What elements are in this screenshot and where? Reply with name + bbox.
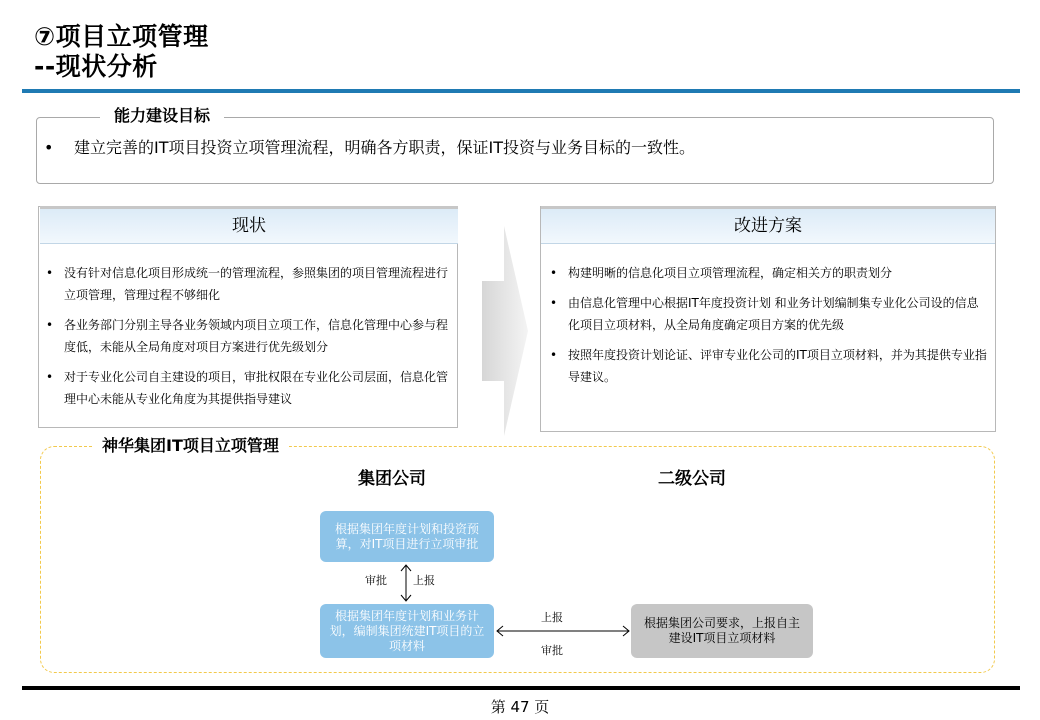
budget-approval-node: 根据集团年度计划和投资预算，对IT项目进行立项审批: [320, 511, 494, 562]
list-item: • 没有针对信息化项目形成统一的管理流程，参照集团的项目管理流程进行立项管理，管理过程不够细化: [40, 262, 450, 306]
improve-list: [544, 262, 990, 396]
approve-label-horizontal: 审批: [541, 644, 563, 657]
right-arrow-icon: [482, 226, 528, 436]
horizontal-double-arrow-icon: [494, 623, 632, 639]
title-divider: [22, 89, 1020, 93]
report-label-vertical: 上报: [413, 574, 435, 587]
goal-text: 建立完善的IT项目投资立项管理流程，明确各方职责，保证IT投资与业务目标的一致性。: [74, 138, 695, 157]
list-item: • 构建明晰的信息化项目立项管理流程，确定相关方的职责划分: [544, 262, 990, 284]
goal-heading: 能力建设目标: [100, 105, 224, 127]
report-label-horizontal: 上报: [541, 611, 563, 624]
current-heading: 现状: [40, 206, 458, 244]
list-item: • 按照年度投资计划论证、评审专业化公司的IT项目立项材料，并为其提供专业指导建议。: [544, 344, 990, 388]
title-line-1: ⑦项目立项管理: [34, 22, 209, 51]
current-list: [40, 262, 450, 418]
list-item: • 对于专业化公司自主建设的项目，审批权限在专业化公司层面，信息化管理中心未能从专业化角度为其提供指导建议: [40, 366, 450, 410]
org-heading: 神华集团IT项目立项管理: [92, 434, 289, 458]
subsidiary-label: 二级公司: [658, 469, 726, 489]
page-number: 第 47 页: [490, 698, 550, 716]
title-line-2: --现状分析: [34, 52, 158, 81]
bullet-marker: •: [44, 138, 54, 157]
approve-label-vertical: 审批: [365, 574, 387, 587]
list-item: • 各业务部门分别主导各业务领域内项目立项工作，信息化管理中心参与程度低，未能从全局角度对项目方案进行优先级划分: [40, 314, 450, 358]
footer-divider: [22, 686, 1020, 690]
subsidiary-materials-node: 根据集团公司要求，上报自主建设IT项目立项材料: [631, 604, 813, 658]
group-company-label: 集团公司: [358, 469, 426, 489]
plan-materials-node: 根据集团年度计划和业务计划，编制集团统建IT项目的立项材料: [320, 604, 494, 658]
improve-heading: 改进方案: [541, 206, 995, 244]
list-item: • 由信息化管理中心根据IT年度投资计划 和业务计划编制集专业化公司设的信息化项目立项材料，从全局角度确定项目方案的优先级: [544, 292, 990, 336]
page-title: [34, 22, 209, 82]
goal-statement: [44, 136, 695, 160]
